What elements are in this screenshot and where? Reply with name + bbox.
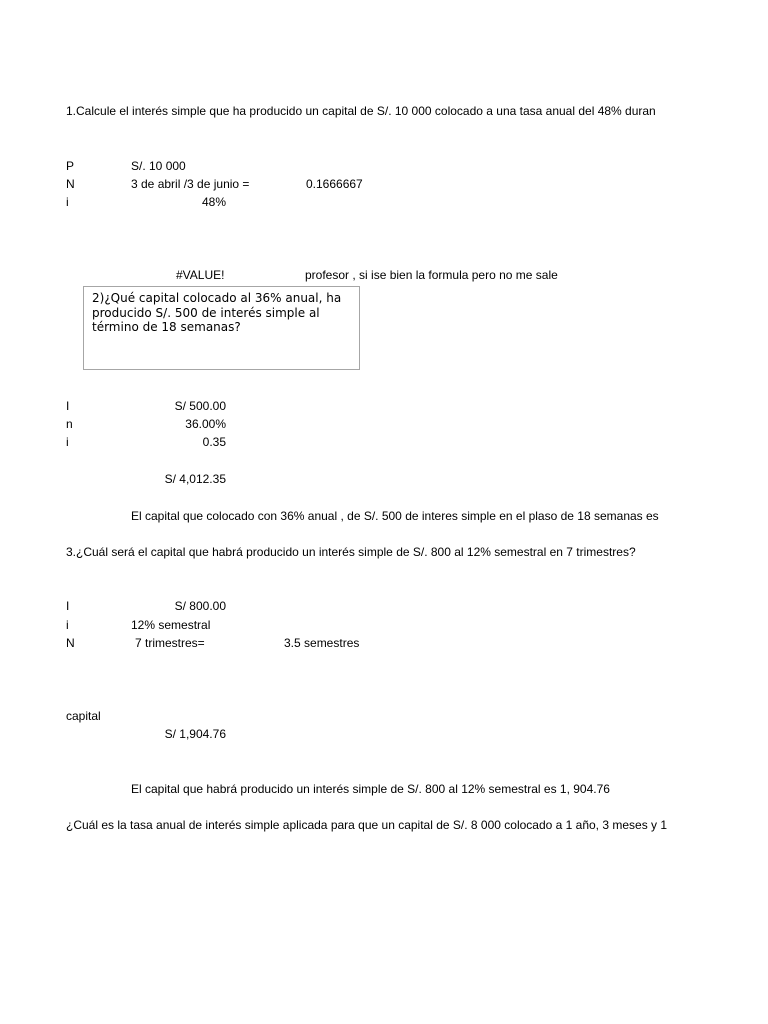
q2-textbox[interactable]: 2)¿Qué capital colocado al 36% anual, ha producido S/. 500 de interés simple al término de 18 semanas?	[83, 286, 360, 370]
q2-n-label: n	[66, 417, 73, 431]
q1-p-value: S/. 10 000	[131, 159, 186, 173]
q4-title: ¿Cuál es la tasa anual de interés simple aplicada para que un capital de S/. 8 000 colocado a 1 año, 3 meses y 1	[66, 818, 668, 832]
q3-capital-label: capital	[66, 709, 101, 723]
q2-I-value: S/ 500.00	[174, 399, 226, 413]
q2-i-value: 0.35	[202, 435, 226, 449]
q1-n-label: N	[66, 177, 75, 191]
q1-i-value: 48%	[202, 195, 227, 209]
q3-answer: El capital que habrá producido un interés simple de S/. 800 al 12% semestral es 1, 904.76	[131, 782, 610, 796]
q3-N-value: 7 trimestres=	[135, 636, 205, 650]
q2-n-value: 36.00%	[185, 417, 226, 431]
q3-result: S/ 1,904.76	[164, 727, 226, 741]
q1-comment: profesor , si ise bien la formula pero no me sale	[305, 268, 558, 282]
q1-n-result: 0.1666667	[306, 177, 363, 191]
q2-I-label: I	[66, 399, 70, 413]
q2-i-label: i	[66, 435, 69, 449]
q1-error-cell: #VALUE!	[176, 268, 225, 282]
q2-answer: El capital que colocado con 36% anual , de S/. 500 de interes simple en el plaso de 18 semanas es	[131, 509, 659, 523]
q3-N-result: 3.5 semestres	[284, 636, 360, 650]
q1-p-label: P	[66, 159, 75, 173]
q1-n-value: 3 de abril /3 de junio =	[131, 177, 250, 191]
q3-I-label: I	[66, 599, 70, 613]
q3-title: 3.¿Cuál será el capital que habrá producido un interés simple de S/. 800 al 12% semestral en 7 trimestres?	[66, 545, 636, 559]
q1-title: 1.Calcule el interés simple que ha producido un capital de S/. 10 000 colocado a una tasa anual del 48% duran	[66, 104, 656, 118]
q2-result: S/ 4,012.35	[164, 472, 226, 486]
q3-N-label: N	[66, 636, 75, 650]
q3-I-value: S/ 800.00	[174, 599, 226, 613]
q3-i-value: 12% semestral	[131, 618, 211, 632]
q1-i-label: i	[66, 195, 69, 209]
q3-i-label: i	[66, 618, 69, 632]
